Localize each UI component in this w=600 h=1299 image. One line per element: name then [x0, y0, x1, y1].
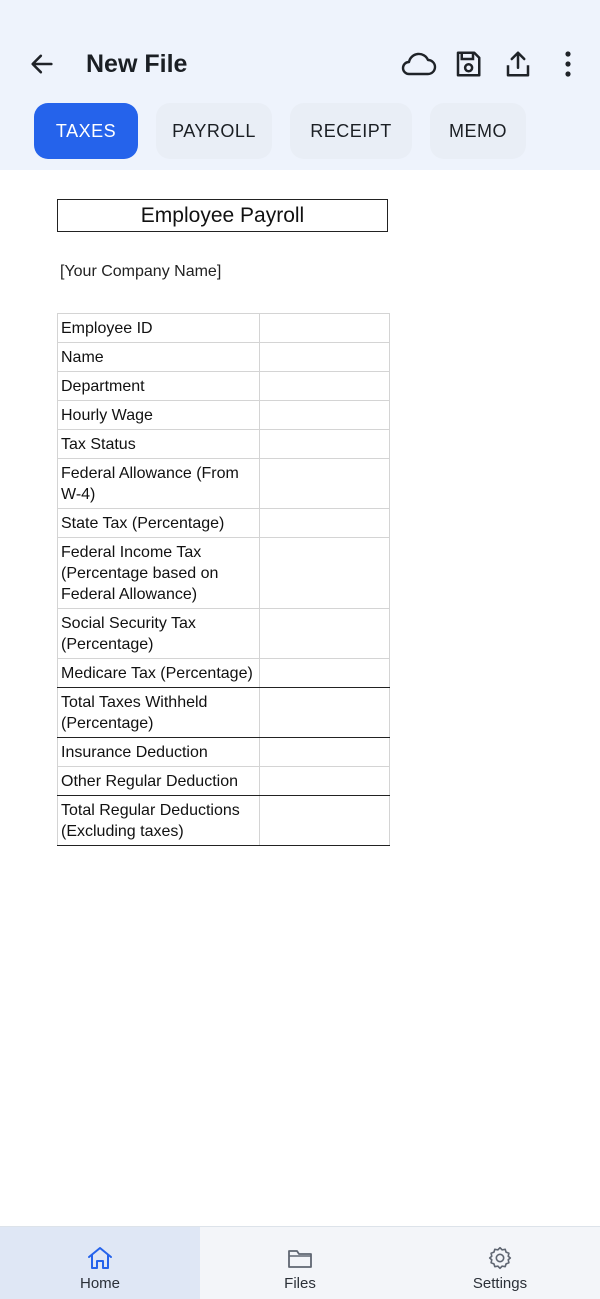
nav-files[interactable]	[200, 1227, 400, 1299]
upload-icon	[503, 49, 533, 79]
arrow-left-icon	[28, 50, 56, 78]
row-label-social-security-tax: Social Security Tax (Percentage)	[58, 609, 260, 659]
nav-files-label: Files	[284, 1275, 316, 1292]
tab-taxes[interactable]: TAXES	[34, 103, 138, 159]
row-label-total-taxes-withheld: Total Taxes Withheld (Percentage)	[58, 688, 260, 738]
top-app-bar	[0, 0, 600, 170]
table-row	[58, 509, 390, 538]
cloud-button[interactable]	[396, 42, 440, 86]
row-label-federal-income-tax: Federal Income Tax (Percentage based on Federal Allowance)	[58, 538, 260, 609]
payroll-table	[57, 313, 390, 846]
page-title: New File	[86, 50, 188, 78]
row-value-hourly-wage[interactable]	[260, 401, 390, 430]
table-row	[58, 796, 390, 846]
table-row	[58, 609, 390, 659]
row-value-federal-income-tax[interactable]	[260, 538, 390, 609]
home-icon	[86, 1245, 114, 1271]
table-row	[58, 459, 390, 509]
row-label-tax-status: Tax Status	[58, 430, 260, 459]
row-value-name[interactable]	[260, 343, 390, 372]
table-row	[58, 738, 390, 767]
row-value-social-security-tax[interactable]	[260, 609, 390, 659]
more-vertical-icon	[563, 50, 573, 78]
table-row	[58, 538, 390, 609]
save-button[interactable]	[446, 42, 490, 86]
table-row	[58, 767, 390, 796]
tab-receipt[interactable]: RECEIPT	[290, 103, 412, 159]
table-row	[58, 430, 390, 459]
row-label-insurance-deduction: Insurance Deduction	[58, 738, 260, 767]
tab-payroll[interactable]: PAYROLL	[156, 103, 272, 159]
back-button[interactable]	[22, 44, 62, 84]
bottom-navigation	[0, 1226, 600, 1299]
share-button[interactable]	[496, 42, 540, 86]
row-value-total-regular-deductions[interactable]	[260, 796, 390, 846]
row-label-department: Department	[58, 372, 260, 401]
table-row	[58, 659, 390, 688]
row-label-federal-allowance: Federal Allowance (From W-4)	[58, 459, 260, 509]
row-value-other-regular-deduction[interactable]	[260, 767, 390, 796]
row-label-total-regular-deductions: Total Regular Deductions (Excluding taxes)	[58, 796, 260, 846]
more-button[interactable]	[546, 42, 590, 86]
table-row	[58, 343, 390, 372]
row-value-employee-id[interactable]	[260, 314, 390, 343]
row-label-other-regular-deduction: Other Regular Deduction	[58, 767, 260, 796]
row-value-total-taxes-withheld[interactable]	[260, 688, 390, 738]
row-value-federal-allowance[interactable]	[260, 459, 390, 509]
company-name: [Your Company Name]	[60, 263, 222, 280]
gear-icon	[486, 1245, 514, 1271]
nav-home-label: Home	[79, 1275, 120, 1292]
row-label-hourly-wage: Hourly Wage	[58, 401, 260, 430]
table-row	[58, 688, 390, 738]
row-label-medicare-tax: Medicare Tax (Percentage)	[58, 659, 260, 688]
row-value-tax-status[interactable]	[260, 430, 390, 459]
row-label-name: Name	[58, 343, 260, 372]
row-label-state-tax: State Tax (Percentage)	[58, 509, 260, 538]
nav-home[interactable]	[0, 1227, 200, 1299]
row-value-insurance-deduction[interactable]	[260, 738, 390, 767]
save-icon	[453, 49, 483, 79]
folder-icon	[286, 1245, 314, 1271]
tab-memo[interactable]: MEMO	[430, 103, 526, 159]
table-row	[58, 314, 390, 343]
nav-settings[interactable]	[400, 1227, 600, 1299]
cloud-icon	[399, 49, 437, 79]
nav-settings-label: Settings	[472, 1275, 528, 1292]
row-value-department[interactable]	[260, 372, 390, 401]
row-value-medicare-tax[interactable]	[260, 659, 390, 688]
document-title: Employee Payroll	[57, 199, 388, 232]
table-row	[58, 401, 390, 430]
row-value-state-tax[interactable]	[260, 509, 390, 538]
table-row	[58, 372, 390, 401]
row-label-employee-id: Employee ID	[58, 314, 260, 343]
